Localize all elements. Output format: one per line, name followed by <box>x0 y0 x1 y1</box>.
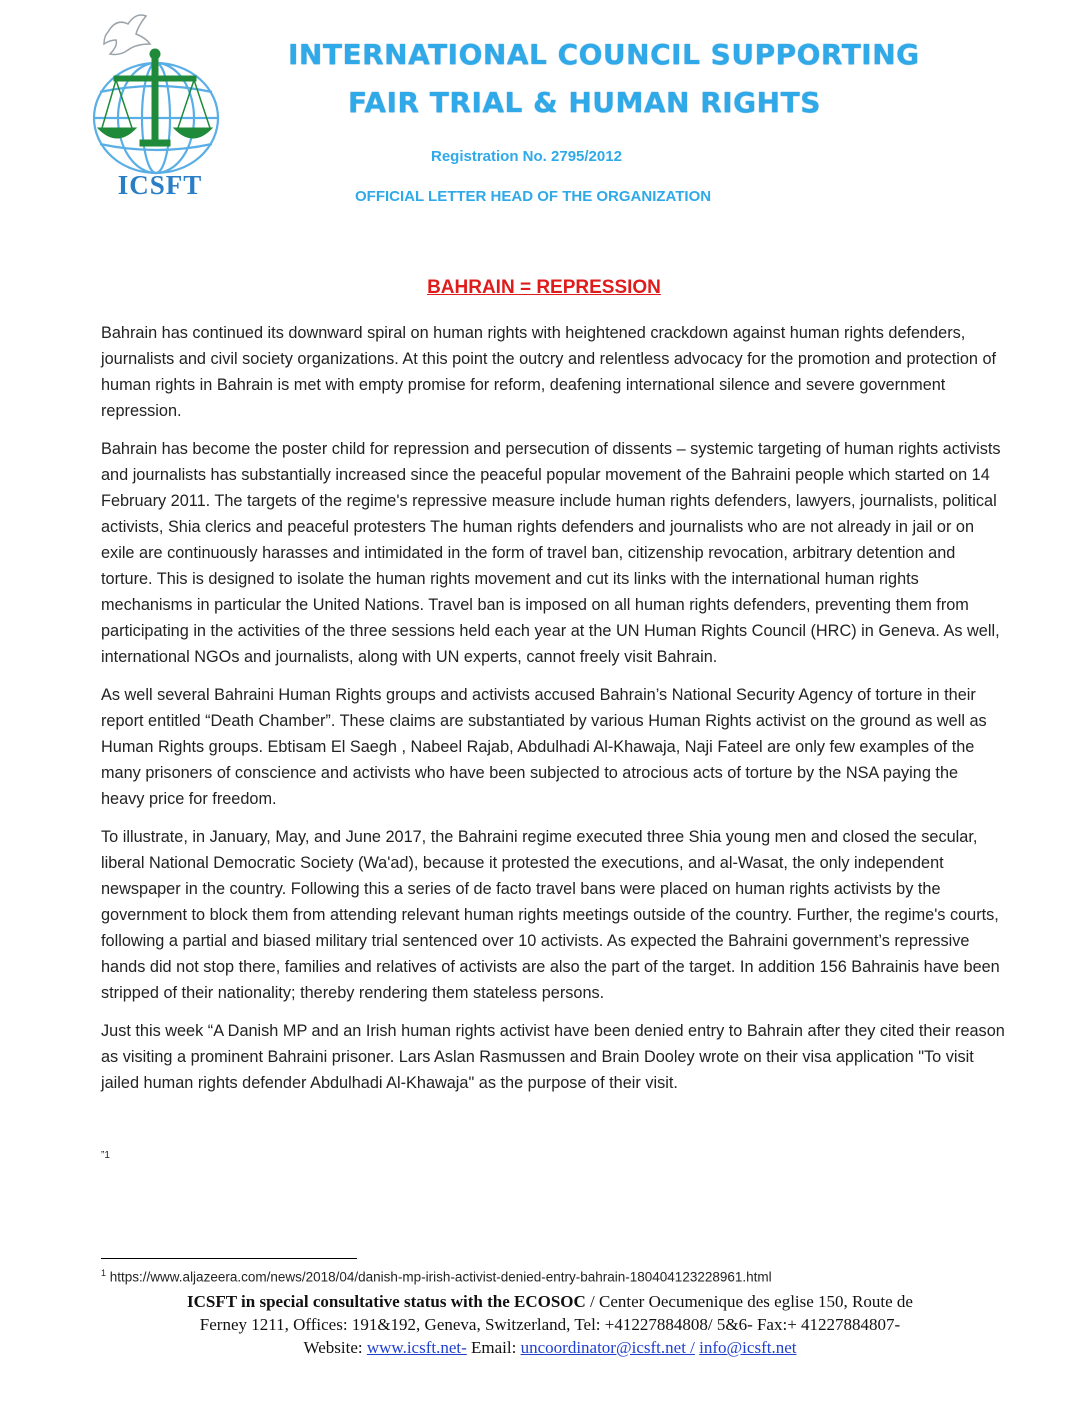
official-letterhead-label: OFFICIAL LETTER HEAD OF THE ORGANIZATION <box>355 188 712 205</box>
footer-line1 <box>80 1290 1020 1313</box>
org-name-line1: INTERNATIONAL COUNCIL SUPPORTING <box>288 38 920 71</box>
letter-footer <box>80 1290 1020 1359</box>
headline: BAHRAIN = REPRESSION <box>427 277 661 298</box>
paragraph: To illustrate, in January, May, and June 2017, the Bahraini regime executed three Shia young men and closed the secular, liberal National Democratic Society (Wa'ad), because it protested the executions, and al-Wasat, the only independent newspaper in the country. Following this a series of de facto travel bans were placed on human rights activists by the government to block them from attending relevant human rights meetings outside of the country. Further, the regime's courts, following a partial and biased military trial sentenced over 10 activists. As expected the Bahraini government’s repressive hands did not stop there, families and relatives of activists are also the part of the target. In addition 156 Bahrainis have been stripped of their nationality; thereby rendering them stateless persons. <box>101 828 1000 1002</box>
org-name-line2: FAIR TRIAL & HUMAN RIGHTS <box>348 86 821 119</box>
footnote-divider <box>101 1258 357 1259</box>
footer-address: / Center Oecumenique des eglise 150, Route de <box>585 1292 913 1311</box>
paragraph: Bahrain has continued its downward spiral on human rights with heightened crackdown against human rights defenders, journalists and civil society organizations. At this point the outcry and relentless advocacy for the promotion and protection of human rights in Bahrain is met with empty promise for reform, deafening international silence and severe government repression. <box>101 324 997 420</box>
logo-text: ICSFT <box>117 170 203 200</box>
footer-line3: Website: www.icsft.net- Email: uncoordinator@icsft.net / info@icsft.net <box>303 1338 797 1357</box>
footnote-number: 1 <box>101 1268 107 1278</box>
website-link[interactable]: www.icsft.net- <box>366 1338 467 1357</box>
footer-line2: Ferney 1211, Offices: 191&192, Geneva, Switzerland, Tel: +41227884808/ 5&6- Fax:+ 41227884807- <box>199 1315 901 1334</box>
email-link-coordinator[interactable]: uncoordinator@icsft.net / <box>520 1338 695 1357</box>
paragraph: Just this week “A Danish MP and an Irish human rights activist have been denied entry to Bahrain after they cited their reason as visiting a prominent Bahraini prisoner. Lars Aslan Rasmussen and Brain Dooley wrote on their visa application "To visit jailed human rights defender Abdulhadi Al-Khawaja" as the purpose of their visit. <box>101 1022 1005 1092</box>
email-link-info[interactable]: info@icsft.net <box>699 1338 797 1357</box>
footnote-reference: ”1 <box>101 1150 110 1161</box>
footnote-url[interactable]: https://www.aljazeera.com/news/2018/04/danish-mp-irish-activist-denied-entry-bahrain-180404123228961.html <box>109 1269 772 1285</box>
paragraph: As well several Bahraini Human Rights groups and activists accused Bahrain’s National Security Agency of torture in their report entitled “Death Chamber”. These claims are substantiated by various Human Rights activist on the ground as well as Human Rights groups. Ebtisam El Saegh , Nabeel Rajab, Abdulhadi Al-Khawaja, Naji Fateel are only few examples of the many prisoners of conscience and activists who have been subjected to atrocious acts of torture by the NSA paying the heavy price for freedom. <box>101 686 987 808</box>
footnote <box>101 1268 772 1285</box>
registration-number: Registration No. 2795/2012 <box>431 148 622 165</box>
paragraph: Bahrain has become the poster child for repression and persecution of dissents – systemic targeting of human rights activists and journalists has substantially increased since the peaceful popular movement of the Bahraini people which started on 14 February 2011. The targets of the regime's repressive measure include human rights defenders, lawyers, journalists, political activists, Shia clerics and peaceful protesters The human rights defenders and journalists who are not already in jail or on exile are continuously harasses and intimidated in the form of travel ban, citizenship revocation, arbitrary detention and torture. This is designed to isolate the human rights movement and cut its links with the international human rights mechanisms in particular the United Nations. Travel ban is imposed on all human rights defenders, preventing them from participating in the activities of the three sessions held each year at the UN Human Rights Council (HRC) in Geneva. As well, international NGOs and journalists, along with UN experts, cannot freely visit Bahrain. <box>101 440 1001 666</box>
letter-body <box>101 320 1006 1108</box>
footer-status: ICSFT in special consultative status with the ECOSOC <box>187 1292 586 1311</box>
